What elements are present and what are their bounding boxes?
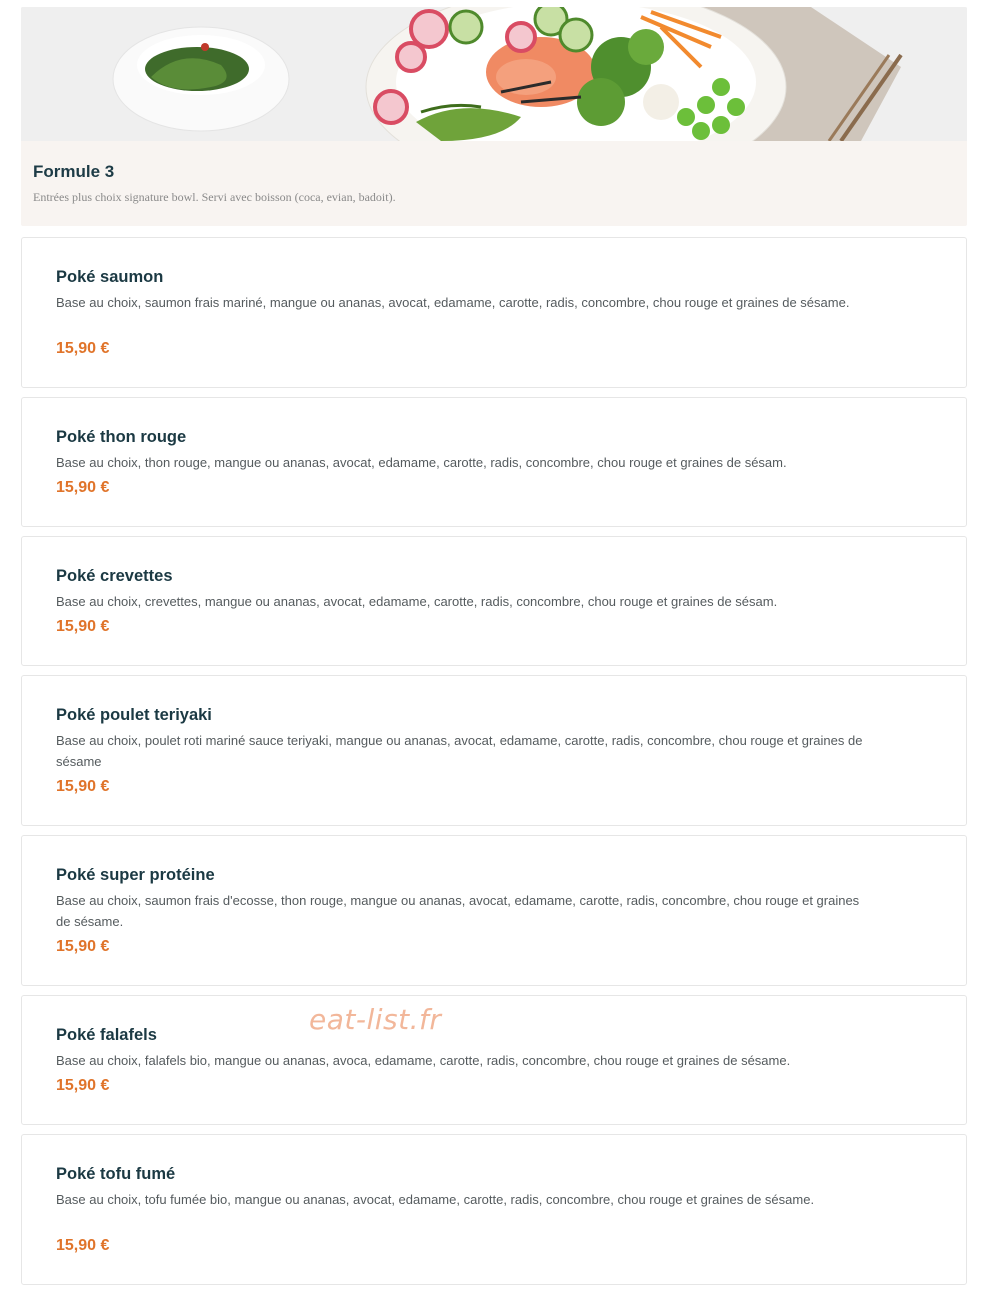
item-description: Base au choix, falafels bio, mangue ou ananas, avoca, edamame, carotte, radis, concombre, chou rouge et graines de sésame. [56, 1053, 791, 1068]
item-name: Poké falafels [56, 1026, 157, 1044]
formula-title: Formule 3 [33, 162, 115, 181]
item-description: Base au choix, crevettes, mangue ou ananas, avocat, edamame, carotte, radis, concombre, chou rouge et graines de sésam. [56, 594, 778, 609]
item-name: Poké crevettes [56, 567, 173, 585]
menu-item-poke-poulet-teriyaki[interactable] [21, 675, 967, 826]
formula-description: Entrées plus choix signature bowl. Servi avec boisson (coca, evian, badoit). [33, 190, 396, 204]
item-description: Base au choix, tofu fumée bio, mangue ou ananas, avocat, edamame, carotte, radis, concombre, chou rouge et graines de sésame. [56, 1192, 815, 1207]
menu-item-poke-tofu-fume[interactable] [21, 1134, 967, 1285]
menu-item-poke-crevettes[interactable] [21, 536, 967, 666]
item-description: Base au choix, saumon frais mariné, mangue ou ananas, avocat, edamame, carotte, radis, concombre, chou rouge et graines de sésame. [56, 295, 850, 310]
item-name: Poké saumon [56, 268, 164, 286]
watermark: eat-list.fr [309, 1003, 442, 1036]
poke-bowl-illustration [21, 7, 967, 141]
item-price: 15,90 € [56, 479, 110, 496]
item-price: 15,90 € [56, 1077, 110, 1094]
item-price: 15,90 € [56, 1237, 110, 1254]
formula-card[interactable] [21, 7, 967, 226]
menu-item-poke-saumon[interactable] [21, 237, 967, 388]
item-name: Poké tofu fumé [56, 1165, 176, 1183]
item-name: Poké super protéine [56, 866, 215, 884]
item-price: 15,90 € [56, 778, 110, 795]
item-price: 15,90 € [56, 340, 110, 357]
menu-item-poke-super-proteine[interactable] [21, 835, 967, 986]
item-description: Base au choix, poulet roti mariné sauce teriyaki, mangue ou ananas, avocat, edamame, carotte, radis, concombre, chou rouge et graines de sésame [56, 733, 863, 769]
item-price: 15,90 € [56, 938, 110, 955]
item-price: 15,90 € [56, 618, 110, 635]
poke-bowl-photo [21, 7, 967, 141]
item-name: Poké poulet teriyaki [56, 706, 212, 724]
menu-item-poke-thon-rouge[interactable] [21, 397, 967, 527]
item-description: Base au choix, thon rouge, mangue ou ananas, avocat, edamame, carotte, radis, concombre, chou rouge et graines de sésam. [56, 455, 787, 470]
item-name: Poké thon rouge [56, 428, 187, 446]
item-description: Base au choix, saumon frais d'ecosse, thon rouge, mangue ou ananas, avocat, edamame, carotte, radis, concombre, chou rouge et graines de sésame. [56, 893, 860, 929]
menu-item-poke-falafels[interactable] [21, 995, 967, 1125]
